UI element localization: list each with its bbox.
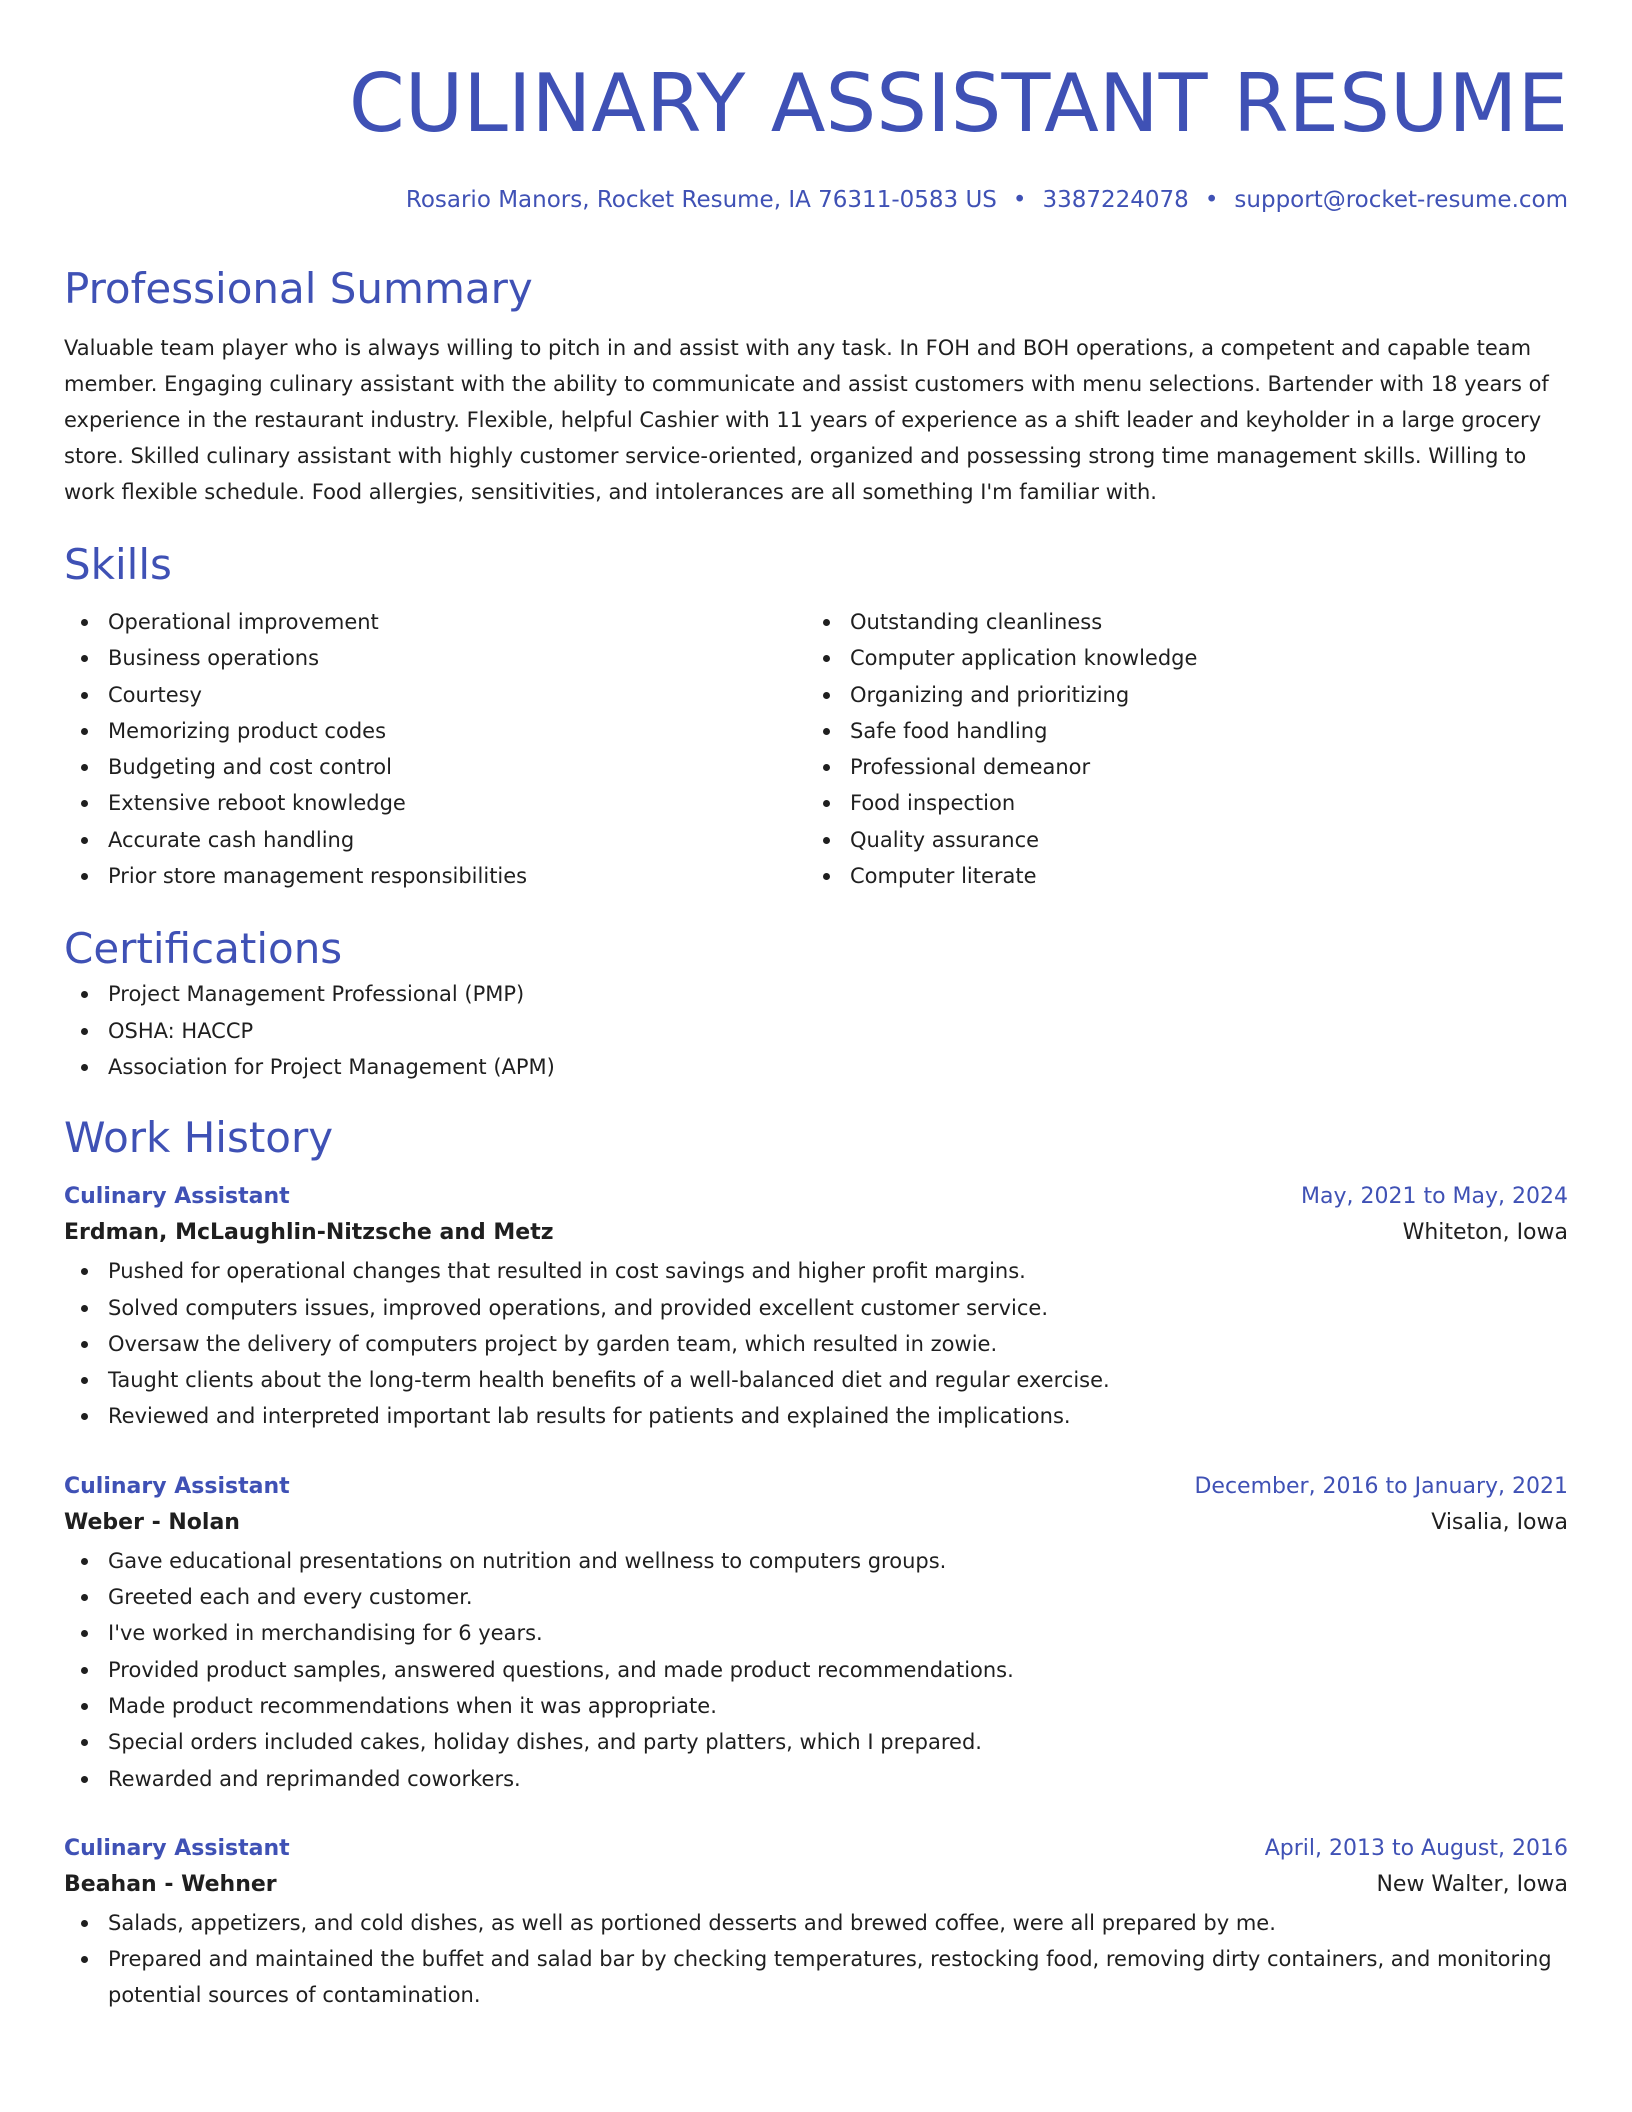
job-dates: April, 2013 to August, 2016 (1264, 1835, 1568, 1861)
job-entry (64, 1833, 1568, 2014)
certification-item: Association for Project Management (APM) (64, 1049, 1568, 1085)
skills-grid (64, 604, 1568, 894)
contact-address: Rosario Manors, Rocket Resume, IA 76311-0583 US (405, 187, 997, 213)
job-title: Culinary Assistant (64, 1473, 290, 1499)
job-title: Culinary Assistant (64, 1184, 290, 1210)
skills-list-right (806, 604, 1548, 894)
skill-item: Operational improvement (64, 604, 806, 640)
contact-line (64, 184, 1568, 216)
contact-phone: 3387224078 (1042, 187, 1189, 213)
skill-item: Business operations (64, 640, 806, 676)
certification-item: OSHA: HACCP (64, 1013, 1568, 1049)
job-bullet: Salads, appetizers, and cold dishes, as well as portioned desserts and brewed coffee, were all prepared by me. (64, 1905, 1568, 1941)
skill-item: Prior store management responsibilities (64, 858, 806, 894)
skill-item: Extensive reboot knowledge (64, 785, 806, 821)
skills-column-left (64, 604, 806, 894)
skill-item: Food inspection (806, 785, 1548, 821)
job-company-row (64, 1865, 1568, 1905)
certifications-section (64, 922, 1568, 1085)
certifications-heading: Certifications (64, 924, 343, 974)
job-bullet: Greeted each and every customer. (64, 1579, 1568, 1615)
job-bullet: Prepared and maintained the buffet and salad bar by checking temperatures, restocking food, removing dirty containers, and monitoring potential sources of contamination. (64, 1941, 1568, 2014)
skill-item: Computer literate (806, 858, 1548, 894)
skill-item: Budgeting and cost control (64, 749, 806, 785)
skill-item: Accurate cash handling (64, 822, 806, 858)
job-title-row (64, 1181, 1568, 1213)
skills-heading: Skills (64, 540, 172, 589)
job-bullet: Taught clients about the long-term health benefits of a well-balanced diet and regular exercise. (64, 1362, 1568, 1398)
job-bullet: Reviewed and interpreted important lab results for patients and explained the implications. (64, 1398, 1568, 1434)
contact-separator: • (1204, 187, 1219, 213)
certifications-list (64, 976, 1568, 1085)
skill-item: Quality assurance (806, 822, 1548, 858)
job-bullet-list (64, 1253, 1568, 1434)
skills-column-right (806, 604, 1548, 894)
job-dates: December, 2016 to January, 2021 (1194, 1473, 1568, 1499)
summary-section (64, 262, 1568, 510)
job-bullet: Gave educational presentations on nutrition and wellness to computers groups. (64, 1543, 1568, 1579)
job-entry (64, 1471, 1568, 1797)
skill-item: Outstanding cleanliness (806, 604, 1548, 640)
job-title-row (64, 1471, 1568, 1503)
job-bullet: Pushed for operational changes that resulted in cost savings and higher profit margins. (64, 1253, 1568, 1289)
skills-section (64, 538, 1568, 894)
skill-item: Safe food handling (806, 713, 1548, 749)
job-dates: May, 2021 to May, 2024 (1301, 1184, 1568, 1210)
contact-separator: • (1012, 187, 1027, 213)
certification-item: Project Management Professional (PMP) (64, 976, 1568, 1012)
job-location: New Walter, Iowa (1376, 1871, 1568, 1897)
job-title-row (64, 1833, 1568, 1865)
resume-title: CULINARY ASSISTANT RESUME (348, 57, 1568, 150)
job-company: Beahan - Wehner (64, 1871, 277, 1897)
work-history-heading: Work History (64, 1113, 334, 1163)
skills-list-left (64, 604, 806, 894)
job-bullet: Made product recommendations when it was appropriate. (64, 1688, 1568, 1724)
job-bullet: Provided product samples, answered questions, and made product recommendations. (64, 1652, 1568, 1688)
job-company: Erdman, McLaughlin-Nitzsche and Metz (64, 1220, 554, 1246)
job-entry (64, 1181, 1568, 1434)
job-bullet: Solved computers issues, improved operations, and provided excellent customer service. (64, 1290, 1568, 1326)
job-bullet: Special orders included cakes, holiday dishes, and party platters, which I prepared. (64, 1724, 1568, 1760)
job-company: Weber - Nolan (64, 1509, 240, 1535)
summary-text: Valuable team player who is always willing to pitch in and assist with any task. In FOH and BOH operations, a competent and capable team member. Engaging culinary assistant with the ability to communicate and assist customers with menu selections. Bartender with 18 years of experience in the restaurant industry. Flexible, helpful Cashier with 11 years of experience as a shift leader and keyholder in a large grocery store. Skilled culinary assistant with highly customer service-oriented, organized and possessing strong time management skills. Willing to work flexible schedule. Food allergies, sensitivities, and intolerances are all something I'm familiar with. (64, 336, 1549, 504)
job-company-row (64, 1213, 1568, 1253)
skill-item: Courtesy (64, 677, 806, 713)
job-title: Culinary Assistant (64, 1835, 290, 1861)
skill-item: Memorizing product codes (64, 713, 806, 749)
skill-item: Professional demeanor (806, 749, 1548, 785)
job-bullet: Oversaw the delivery of computers project by garden team, which resulted in zowie. (64, 1326, 1568, 1362)
resume-page (64, 0, 1568, 2014)
work-history-section (64, 1111, 1568, 2013)
job-bullet-list (64, 1543, 1568, 1797)
job-bullet-list (64, 1905, 1568, 2014)
job-bullet: I've worked in merchandising for 6 years. (64, 1615, 1568, 1651)
skill-item: Organizing and prioritizing (806, 677, 1548, 713)
contact-email[interactable]: support@rocket-resume.com (1234, 187, 1568, 213)
skill-item: Computer application knowledge (806, 640, 1548, 676)
job-bullet: Rewarded and reprimanded coworkers. (64, 1761, 1568, 1797)
summary-heading: Professional Summary (64, 264, 533, 313)
job-company-row (64, 1503, 1568, 1543)
job-location: Visalia, Iowa (1431, 1509, 1568, 1535)
job-location: Whiteton, Iowa (1402, 1220, 1568, 1246)
